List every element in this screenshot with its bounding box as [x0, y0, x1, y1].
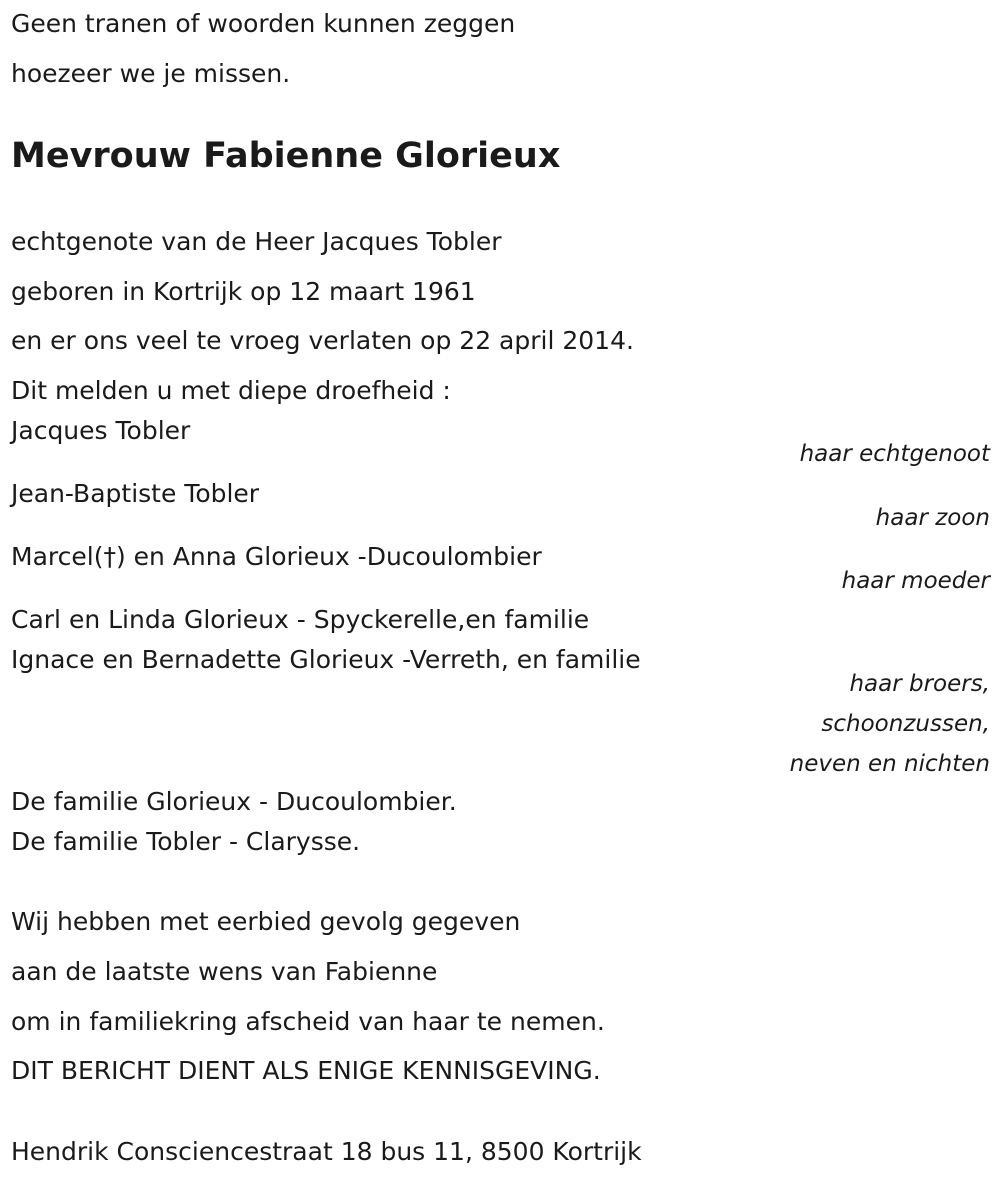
family-glorieux: De familie Glorieux - Ducoulombier. [11, 787, 457, 816]
intro-line-2: hoezeer we je missen. [11, 59, 291, 88]
closing-notice: DIT BERICHT DIENT ALS ENIGE KENNISGEVING. [11, 1056, 601, 1085]
family-tobler: De familie Tobler - Clarysse. [11, 827, 361, 856]
mourner-carl-linda: Carl en Linda Glorieux - Spyckerelle,en familie [11, 605, 590, 634]
closing-line-2: aan de laatste wens van Fabienne [11, 957, 438, 986]
closing-line-3: om in familiekring afscheid van haar te nemen. [11, 1007, 605, 1036]
relation-echtgenoot: haar echtgenoot [799, 441, 990, 467]
death-line: en er ons veel te vroeg verlaten op 22 april 2014. [11, 326, 634, 355]
intro-line-1: Geen tranen of woorden kunnen zeggen [11, 9, 516, 38]
relation-neven-nichten: neven en nichten [789, 751, 990, 777]
mourner-parents: Marcel(†) en Anna Glorieux -Ducoulombier [11, 542, 542, 571]
closing-line-1: Wij hebben met eerbied gevolg gegeven [11, 907, 521, 936]
address-line: Hendrik Consciencestraat 18 bus 11, 8500 Kortrijk [11, 1137, 642, 1166]
birth-line: geboren in Kortrijk op 12 maart 1961 [11, 277, 476, 306]
mourner-ignace-bernadette: Ignace en Bernadette Glorieux -Verreth, en familie [11, 645, 641, 674]
deceased-name: Mevrouw Fabienne Glorieux [11, 136, 561, 176]
spouse-line: echtgenote van de Heer Jacques Tobler [11, 227, 502, 256]
relation-zoon: haar zoon [875, 505, 990, 531]
mourner-jean-baptiste: Jean-Baptiste Tobler [11, 479, 260, 508]
announce-line: Dit melden u met diepe droefheid : [11, 376, 451, 405]
relation-schoonzussen: schoonzussen, [821, 711, 990, 737]
relation-moeder: haar moeder [841, 568, 990, 594]
relation-broers: haar broers, [849, 671, 990, 697]
mourner-jacques: Jacques Tobler [11, 416, 191, 445]
